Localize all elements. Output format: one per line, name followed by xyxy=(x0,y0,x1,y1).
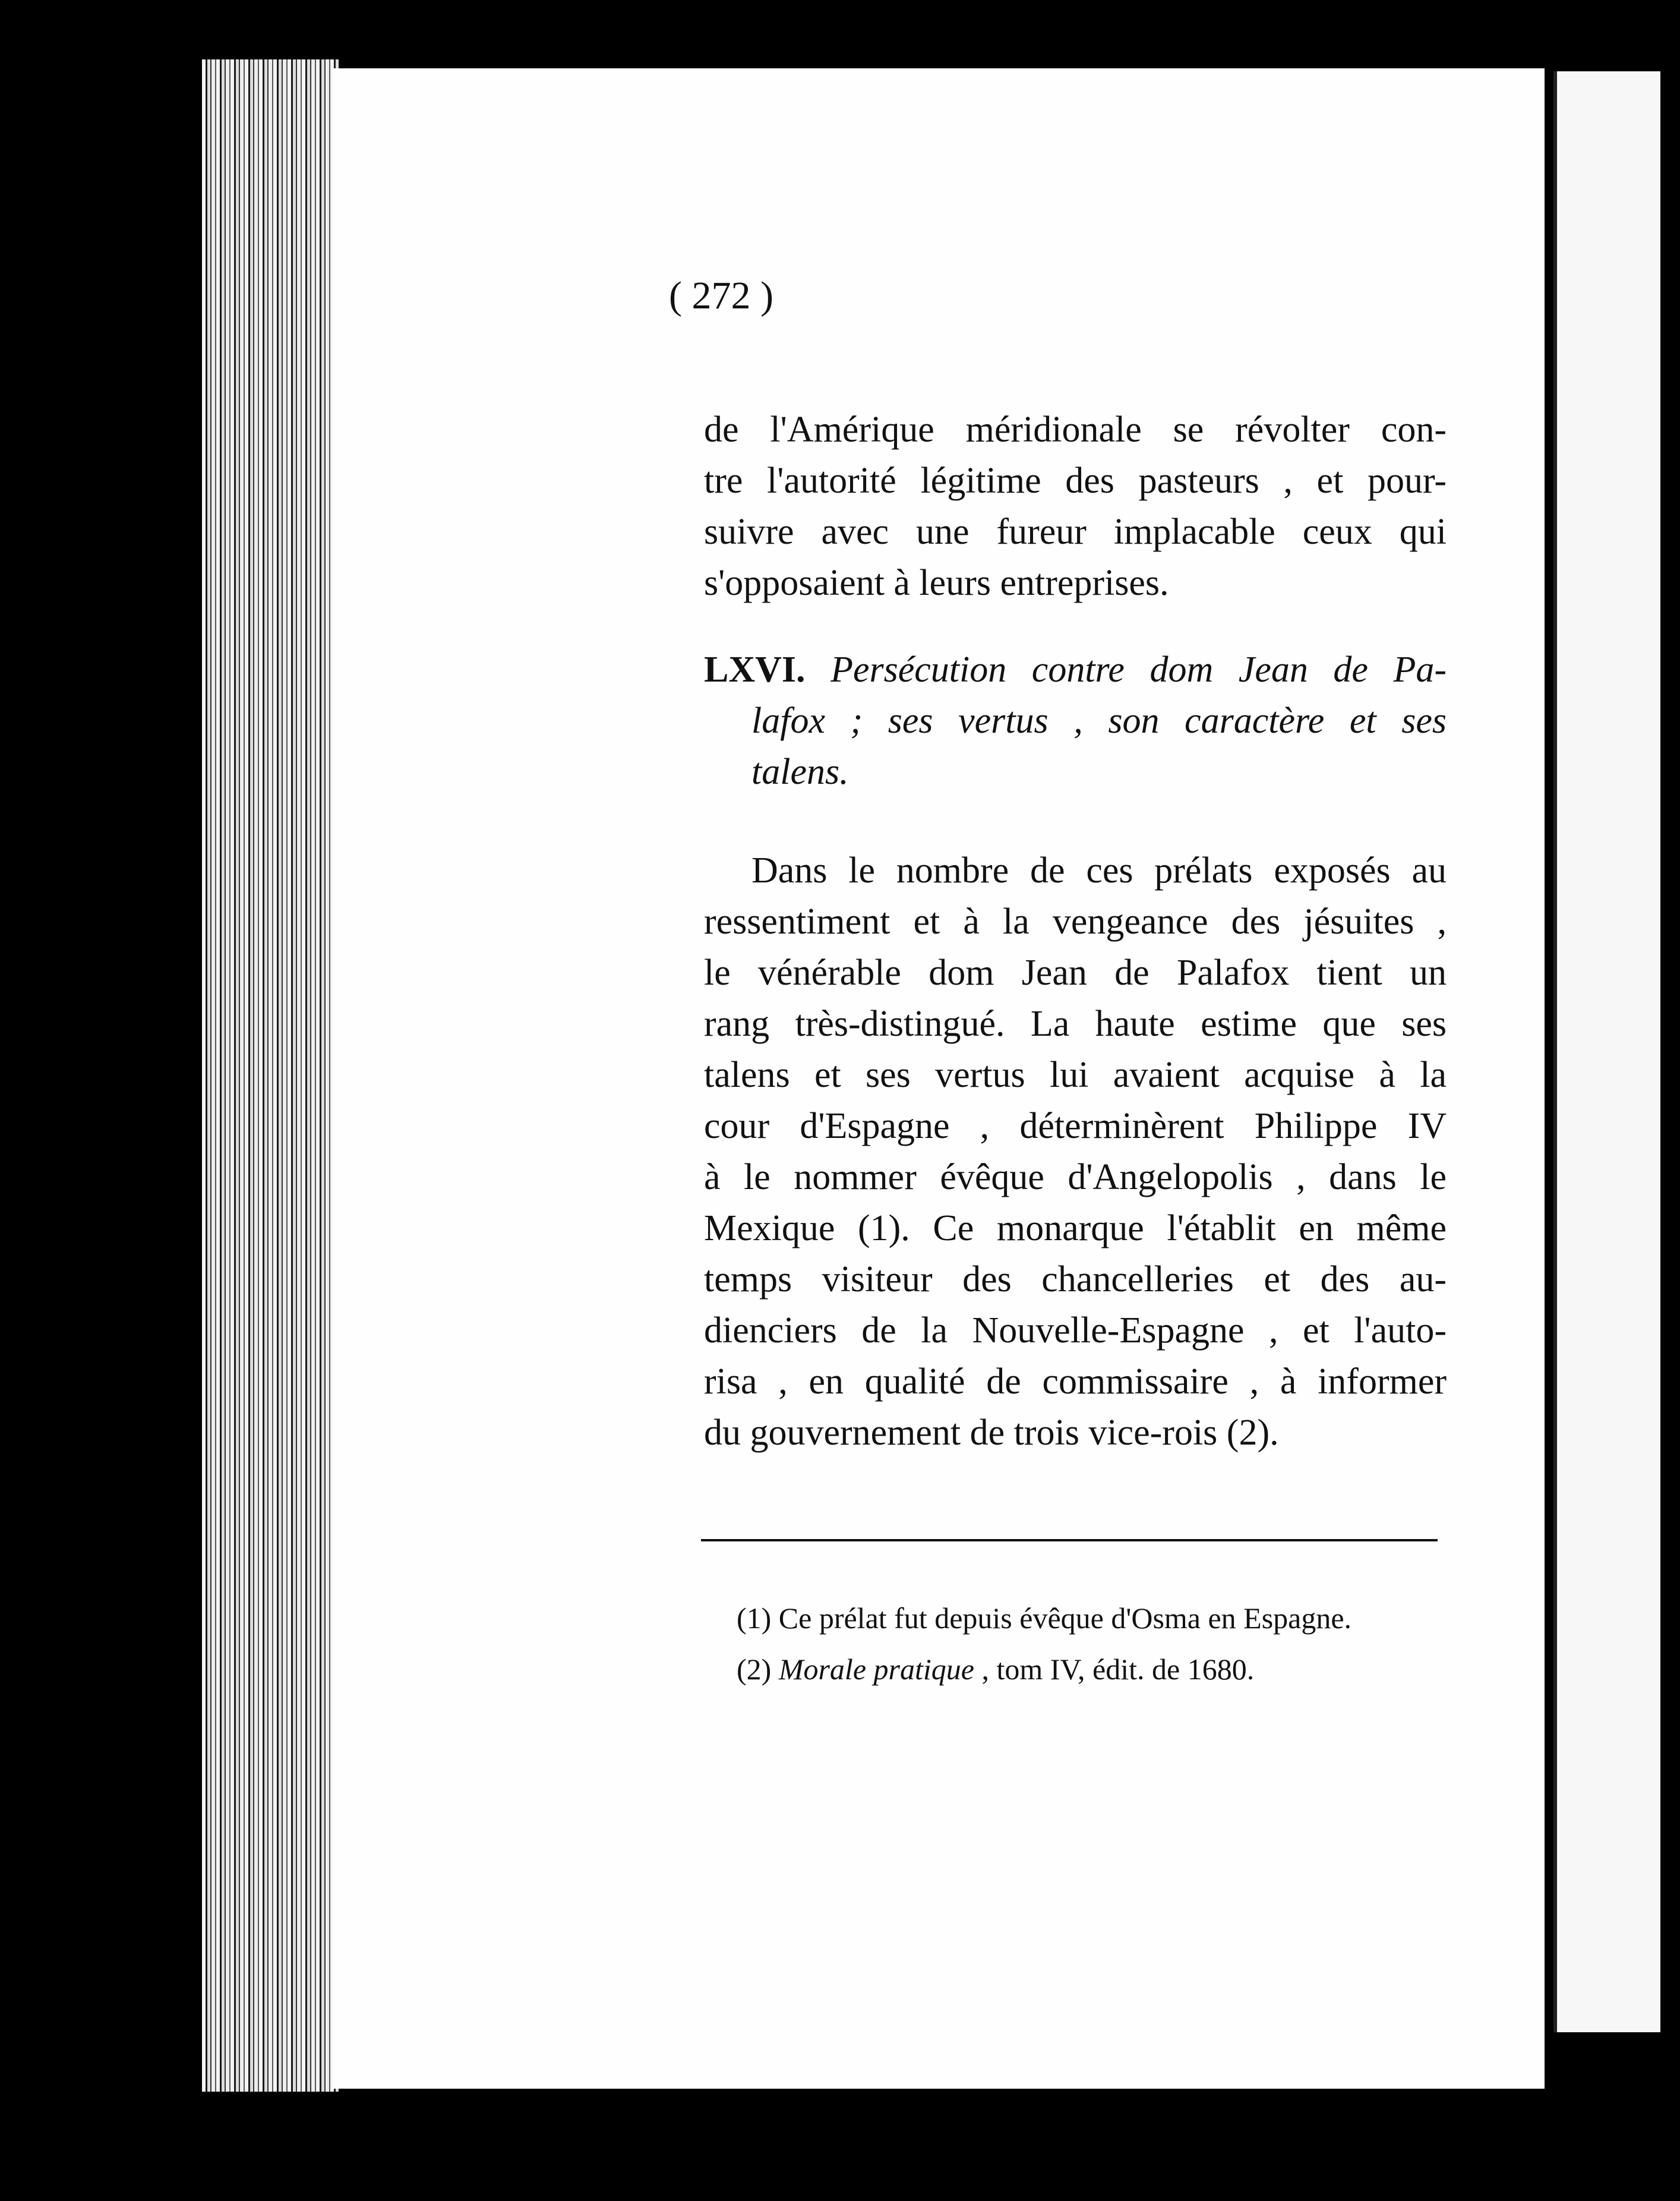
body-line: à le nommer évêque d'Angelopolis , dans le xyxy=(704,1157,1447,1197)
body-line: talens et ses vertus lui avaient acquise à la xyxy=(704,1055,1447,1095)
page-edges xyxy=(202,59,339,2092)
section-number: LXVI. xyxy=(704,649,806,690)
body-line: temps visiteur des chancelleries et des au- xyxy=(704,1259,1447,1300)
body-line: du gouvernement de trois vice-rois (2). xyxy=(704,1412,1279,1453)
page-number xyxy=(0,273,1680,319)
body-line: de l'Amérique méridionale se révolter con- xyxy=(704,409,1447,450)
body-line: Mexique (1). Ce monarque l'établit en même xyxy=(704,1208,1447,1248)
footnotes xyxy=(737,1593,1450,1695)
footnote-2-title: Morale pratique xyxy=(778,1653,974,1686)
body-line: dienciers de la Nouvelle-Espagne , et l'auto- xyxy=(704,1310,1447,1351)
body-line: rang très-distingué. La haute estime que ses xyxy=(704,1004,1447,1044)
facing-page-edge xyxy=(1553,71,1660,2032)
body-line: risa , en qualité de commissaire , à informer xyxy=(704,1361,1447,1402)
footnote-2 xyxy=(737,1644,1450,1695)
body-line: ressentiment et à la vengeance des jésuites , xyxy=(704,901,1447,942)
footnote-1: (1) Ce prélat fut depuis évêque d'Osma en Espagne. xyxy=(737,1601,1352,1635)
text-block xyxy=(704,404,1447,1458)
body-line: tre l'autorité légitime des pasteurs , et pour- xyxy=(704,461,1447,501)
page-number-text: ( 272 ) xyxy=(669,274,773,317)
body-line: suivre avec une fureur implacable ceux qui xyxy=(704,512,1447,552)
section-heading xyxy=(704,644,1447,797)
section-title-line: talens. xyxy=(751,752,849,792)
footnote-2-prefix: (2) xyxy=(737,1653,779,1686)
footnote-divider xyxy=(701,1539,1438,1541)
section-title-line: Persécution contre dom Jean de Pa- xyxy=(830,649,1447,690)
section-title-line: lafox ; ses vertus , son caractère et ses xyxy=(751,701,1447,741)
body-line: s'opposaient à leurs entreprises. xyxy=(704,563,1169,603)
body-line: le vénérable dom Jean de Palafox tient un xyxy=(704,953,1447,993)
body-line: Dans le nombre de ces prélats exposés au xyxy=(751,850,1447,891)
body-line: cour d'Espagne , déterminèrent Philippe IV xyxy=(704,1106,1447,1146)
footnote-2-suffix: , tom IV, édit. de 1680. xyxy=(974,1653,1255,1686)
